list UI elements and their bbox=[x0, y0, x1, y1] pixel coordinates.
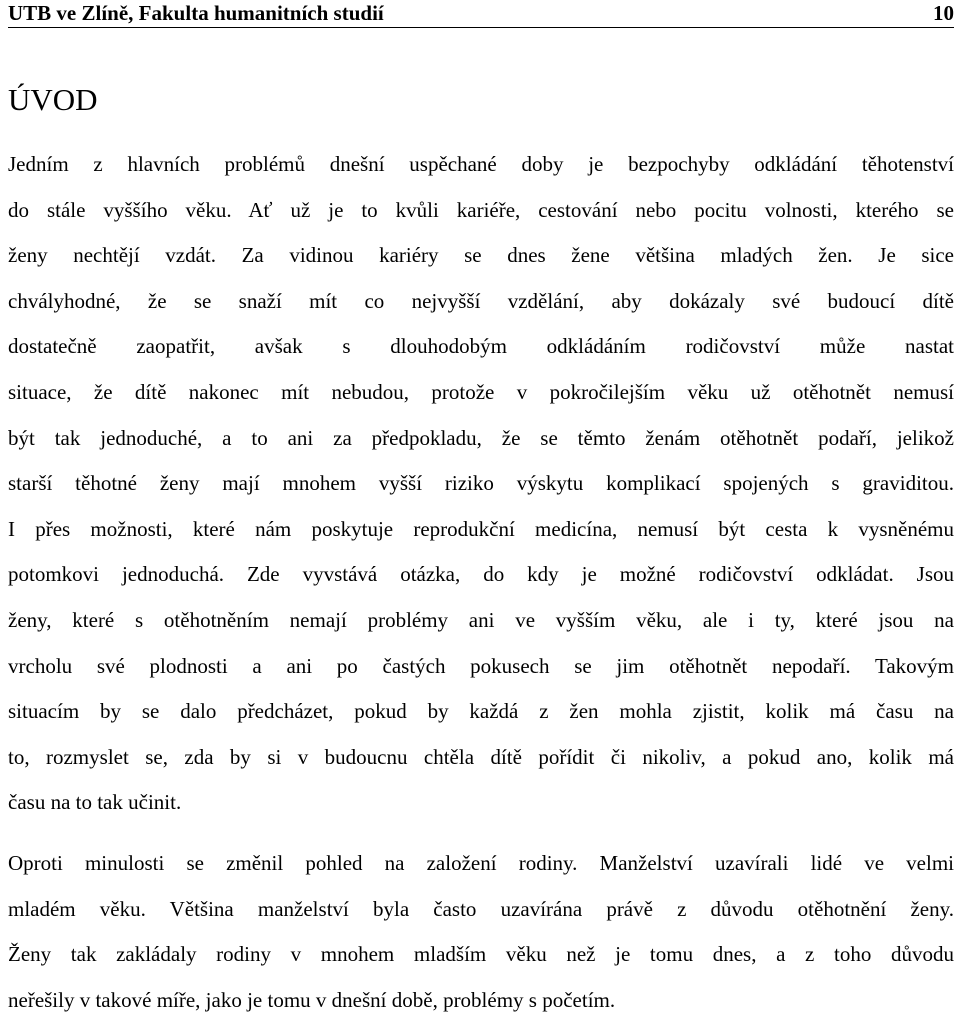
document-page bbox=[8, 0, 954, 1012]
text-line: situacím by se dalo předcházet, pokud by každá z žen mohla zjistit, kolik má času na bbox=[8, 699, 954, 724]
text-line: neřešily v takové míře, jako je tomu v dnešní době, problémy s početím. bbox=[8, 987, 616, 1012]
text-line: dostatečně zaopatřit, avšak s dlouhodobým odkládáním rodičovství může nastat bbox=[8, 334, 954, 359]
paragraph-1 bbox=[8, 142, 954, 826]
text-line: I přes možnosti, které nám poskytuje reprodukční medicína, nemusí být cesta k vysněnému bbox=[8, 516, 954, 541]
text-line: ženy nechtějí vzdát. Za vidinou kariéry se dnes žene většina mladých žen. Je sice bbox=[8, 243, 954, 268]
chapter-title: ÚVOD bbox=[8, 82, 98, 117]
text-line: Jedním z hlavních problémů dnešní uspěchané doby je bezpochyby odkládání těhotenství bbox=[8, 152, 954, 176]
text-line: to, rozmyslet se, zda by si v budoucnu chtěla dítě pořídit či nikoliv, a pokud ano, kolik má bbox=[8, 744, 954, 769]
text-line: času na to tak učinit. bbox=[8, 790, 182, 815]
text-line: Oproti minulosti se změnil pohled na založení rodiny. Manželství uzavírali lidé ve velmi bbox=[8, 851, 954, 875]
text-line: potomkovi jednoduchá. Zde vyvstává otázka, do kdy je možné rodičovství odkládat. Jsou bbox=[8, 562, 954, 587]
text-line: být tak jednoduché, a to ani za předpokladu, že se těmto ženám otěhotnět podaří, jelikož bbox=[8, 425, 954, 450]
page-number: 10 bbox=[933, 1, 954, 25]
text-line: ženy, které s otěhotněním nemají problémy ani ve vyšším věku, ale i ty, které jsou na bbox=[8, 607, 954, 632]
paragraph-2 bbox=[8, 841, 954, 1023]
text-line: vrcholu své plodnosti a ani po častých pokusech se jim otěhotnět nepodaří. Takovým bbox=[8, 653, 954, 678]
running-header bbox=[8, 0, 954, 28]
text-line: mladém věku. Většina manželství byla často uzavírána právě z důvodu otěhotnění ženy. bbox=[8, 896, 954, 921]
text-line: situace, že dítě nakonec mít nebudou, protože v pokročilejším věku už otěhotnět nemusí bbox=[8, 379, 954, 404]
text-line: starší těhotné ženy mají mnohem vyšší riziko výskytu komplikací spojených s graviditou. bbox=[8, 471, 954, 496]
text-line: Ženy tak zakládaly rodiny v mnohem mladším věku než je tomu dnes, a z toho důvodu bbox=[8, 942, 954, 967]
header-institution: UTB ve Zlíně, Fakulta humanitních studií bbox=[8, 1, 384, 25]
text-line: chvályhodné, že se snaží mít co nejvyšší vzdělání, aby dokázaly své budoucí dítě bbox=[8, 288, 954, 313]
text-line: do stále vyššího věku. Ať už je to kvůli kariéře, cestování nebo pocitu volnosti, kterého se bbox=[8, 197, 954, 222]
